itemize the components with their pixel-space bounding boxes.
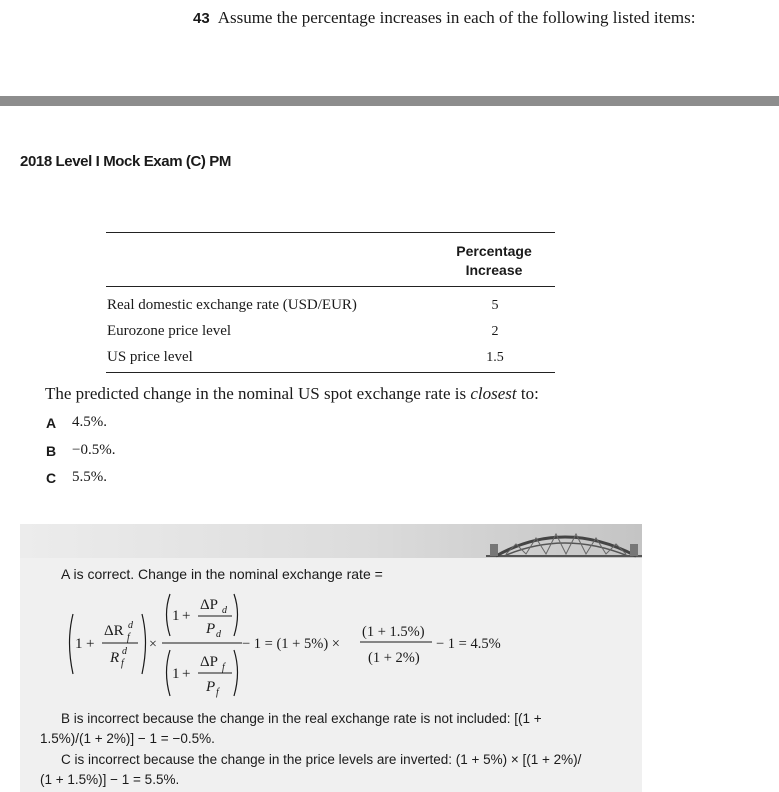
formula-one-2: 1 xyxy=(172,608,180,624)
solution-intro: A is correct. Change in the nominal exchange rate = xyxy=(61,566,383,582)
table-bottom-rule xyxy=(106,372,555,373)
option-c-text[interactable]: 5.5%. xyxy=(72,469,107,485)
formula-result: − 1 = 4.5% xyxy=(436,636,501,652)
table-top-rule xyxy=(106,232,555,233)
column-header-line2: Increase xyxy=(465,262,523,278)
table-column-header xyxy=(432,242,556,280)
formula-times: × xyxy=(149,637,157,652)
explanation-b xyxy=(40,709,640,749)
formula-delta-pf: ΔP xyxy=(200,654,218,670)
formula-one: 1 xyxy=(75,636,83,652)
stem-text: The predicted change in the nominal US spot exchange rate is xyxy=(45,384,471,403)
formula-sub-f-4: f xyxy=(216,687,219,698)
formula-middle: − 1 = (1 + 5%) × xyxy=(242,636,340,652)
formula-delta-r: ΔR xyxy=(104,623,124,639)
question-number: 43 xyxy=(193,10,210,27)
table-row-label: Eurozone price level xyxy=(107,323,232,339)
question-stem xyxy=(45,384,539,404)
column-header-line1: Percentage xyxy=(456,243,532,259)
option-a-letter: A xyxy=(46,415,57,431)
explanation-c xyxy=(40,750,640,790)
option-b-letter: B xyxy=(46,443,57,459)
formula-sub-f: f xyxy=(127,632,130,643)
option-b-text[interactable]: −0.5%. xyxy=(72,442,116,458)
explanation-b-line1: B is incorrect because the change in the real exchange rate is not included: [(1 + xyxy=(61,711,542,726)
formula-sub-f-3: f xyxy=(222,662,225,673)
stem-text-end: to: xyxy=(516,384,539,403)
formula-pd: P xyxy=(206,621,216,637)
formula-denominator: (1 + 2%) xyxy=(368,650,420,666)
explanation-b-line2: 1.5%)/(1 + 2%)] − 1 = −0.5%. xyxy=(40,731,215,746)
option-a-text[interactable]: 4.5%. xyxy=(72,414,107,430)
formula-one-3: 1 xyxy=(172,666,180,682)
table-row-value: 5 xyxy=(491,298,499,313)
formula-numerator: (1 + 1.5%) xyxy=(362,624,425,640)
formula-sub-d: d xyxy=(222,605,227,616)
exam-title: 2018 Level I Mock Exam (C) PM xyxy=(20,153,231,170)
formula-sub-d-2: d xyxy=(216,629,221,640)
question-header xyxy=(193,8,695,28)
formula-plus-2: + xyxy=(182,608,191,624)
formula-sub-f-2: f xyxy=(121,658,124,669)
option-c-letter: C xyxy=(46,470,57,486)
exchange-rate-formula xyxy=(66,590,536,702)
formula-pf: P xyxy=(206,679,216,695)
formula-sup-d-2: d xyxy=(122,646,127,657)
bridge-icon xyxy=(486,526,642,558)
explanation-c-line2: (1 + 1.5%)] − 1 = 5.5%. xyxy=(40,772,180,787)
explanation-c-line1: C is incorrect because the change in the price levels are inverted: (1 + 5%) × [(1 + 2%)/ xyxy=(61,752,582,767)
table-row-value: 1.5 xyxy=(486,350,504,365)
table-header-rule xyxy=(106,286,555,287)
formula-plus-3: + xyxy=(182,666,191,682)
page-divider-bar xyxy=(0,96,779,106)
formula-plus: + xyxy=(86,636,95,652)
question-text: Assume the percentage increases in each of the following listed items: xyxy=(217,8,696,27)
table-row-label: US price level xyxy=(107,349,193,365)
formula-delta-pd: ΔP xyxy=(200,597,218,613)
formula-r: R xyxy=(110,650,120,666)
table-row-value: 2 xyxy=(491,324,499,339)
table-row-label: Real domestic exchange rate (USD/EUR) xyxy=(107,297,357,313)
formula-sup-d: d xyxy=(128,620,133,631)
stem-emphasis: closest xyxy=(470,384,517,403)
